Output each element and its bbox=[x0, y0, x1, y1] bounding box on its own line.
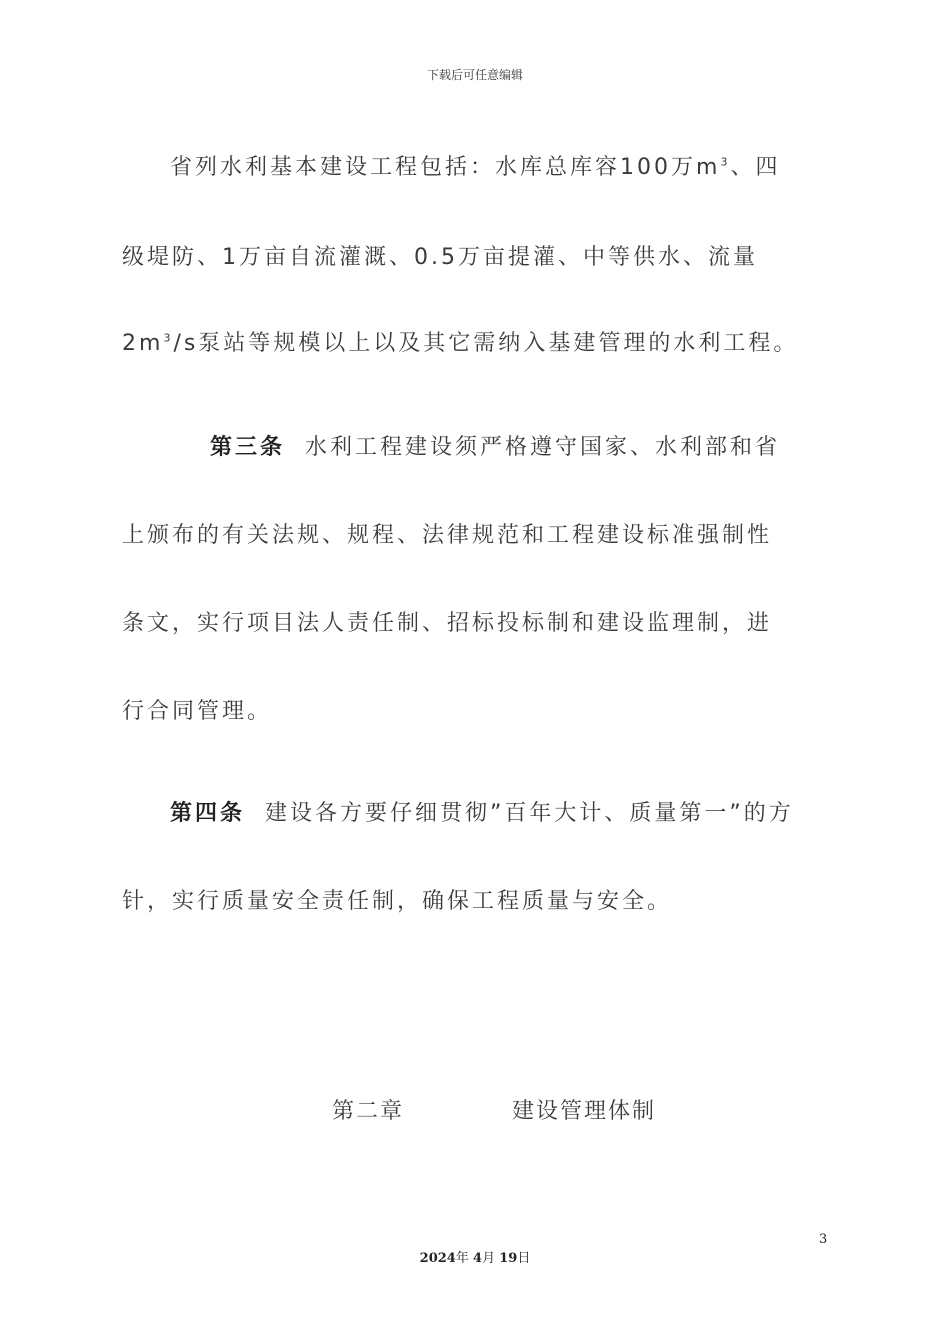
chapter-number: 第二章 bbox=[332, 1099, 405, 1124]
superscript: 3 bbox=[720, 155, 731, 169]
article-label: 第四条 bbox=[170, 801, 246, 826]
paragraph-line: 条文，实行项目法人责任制、招标投标制和建设监理制，进 bbox=[122, 611, 773, 636]
paragraph-line: 针，实行质量安全责任制，确保工程质量与安全。 bbox=[122, 889, 673, 914]
superscript: 3 bbox=[163, 331, 174, 345]
text-span: 省列水利基本建设工程包括：水库总库容100万m bbox=[170, 155, 721, 180]
text-span: 建设各方要仔细贯彻”百年大计、质量第一”的方 bbox=[265, 801, 794, 826]
date-day: 19 bbox=[499, 1251, 518, 1266]
text-span: 、四 bbox=[730, 155, 781, 180]
page-footer-date bbox=[0, 1247, 950, 1266]
date-year: 2024 bbox=[419, 1251, 456, 1266]
page-header: 下载后可任意编辑 bbox=[426, 68, 523, 82]
date-day-unit: 日 bbox=[517, 1251, 531, 1266]
chapter-title: 建设管理体制 bbox=[512, 1099, 657, 1124]
paragraph-line bbox=[122, 326, 798, 357]
text-span: /s泵站等规模以上以及其它需纳入基建管理的水利工程。 bbox=[173, 331, 799, 356]
page-number: 3 bbox=[819, 1232, 828, 1247]
text-span: 水利工程建设须严格遵守国家、水利部和省 bbox=[305, 435, 781, 460]
paragraph-line: 级堤防、1万亩自流灌溉、0.5万亩提灌、中等供水、流量 bbox=[122, 245, 758, 270]
paragraph-line: 上颁布的有关法规、规程、法律规范和工程建设标准强制性 bbox=[122, 523, 773, 548]
date-month: 4 bbox=[473, 1251, 483, 1266]
paragraph-line bbox=[170, 796, 794, 827]
date-month-unit: 月 bbox=[482, 1251, 496, 1266]
paragraph-line: 行合同管理。 bbox=[122, 699, 273, 724]
paragraph-line bbox=[210, 430, 780, 461]
paragraph-line bbox=[170, 150, 780, 181]
text-span: 2m bbox=[122, 331, 164, 356]
date-year-unit: 年 bbox=[455, 1251, 469, 1266]
article-label: 第三条 bbox=[210, 435, 286, 460]
